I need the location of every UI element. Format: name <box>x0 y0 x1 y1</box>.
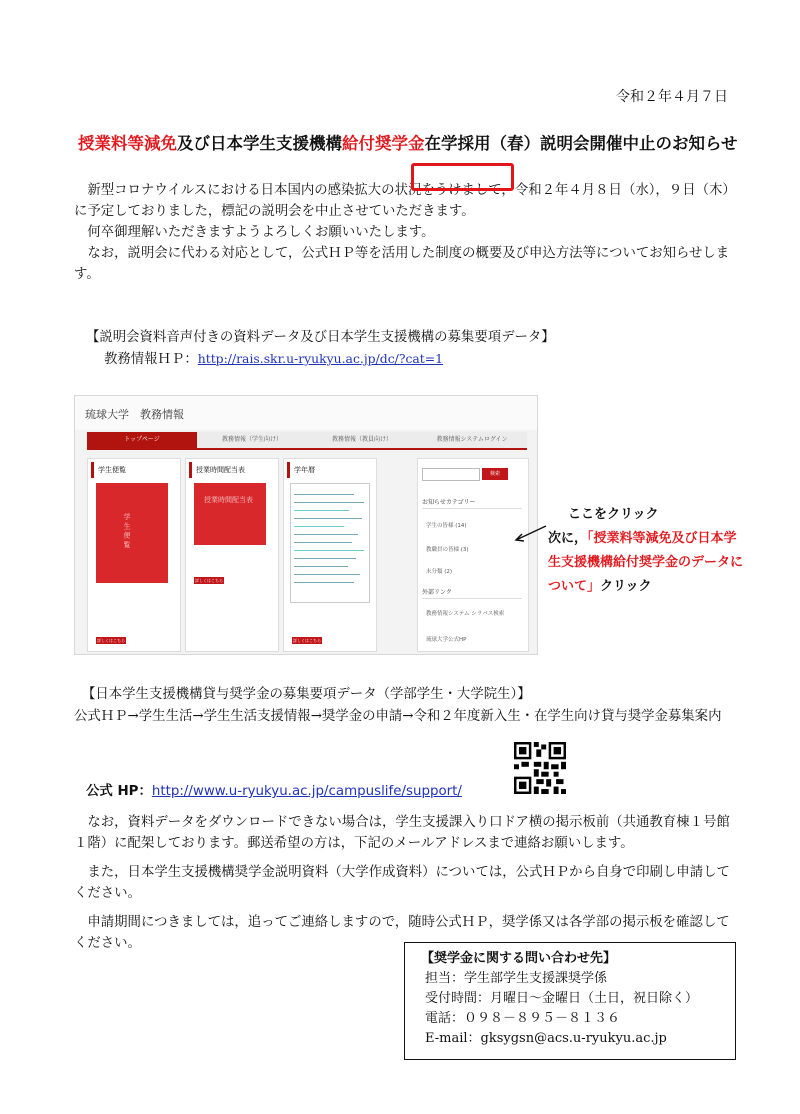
site-title: 琉球大学 教務情報 <box>85 408 184 421</box>
site-sidebar <box>417 458 529 652</box>
link-syllabus[interactable]: 教務情報システム シラバス検索 <box>426 611 505 617</box>
link-official-hp[interactable]: 琉球大学公式HP <box>426 637 467 643</box>
annotation-click-here: ここをクリック <box>568 507 659 522</box>
site-nav-students[interactable]: 教務情報（学生向け） <box>221 436 282 443</box>
site-header <box>75 396 537 430</box>
contact-hours: 受付時間：月曜日～金曜日（土日，祝日除く） <box>425 991 699 1006</box>
title-part-jasso: 及び日本学生支援機構 <box>177 134 342 153</box>
title-part-grant: 給付奨学金 <box>342 134 425 153</box>
site-nav-login[interactable]: 教務情報システムログイン <box>436 436 508 443</box>
note-paragraph-1 <box>74 812 734 854</box>
annotation-next-suffix: クリック <box>600 579 652 594</box>
handbook-cover <box>96 483 168 583</box>
intro-text-1: 新型コロナウイルスにおける日本国内の感染拡大の状況をうけまして，令和２年４月８日（水），９日（木）に予定しておりました，標記の説明会を中止させていただきます。 <box>74 183 730 219</box>
academic-info-link[interactable]: http://rais.skr.u-ryukyu.ac.jp/dc/?cat=1 <box>197 351 444 366</box>
panel-handbook <box>87 458 181 652</box>
page-title <box>78 130 738 154</box>
category-staff[interactable]: 教職員の皆様 (3) <box>426 547 469 553</box>
website-screenshot <box>74 395 538 655</box>
panel-calendar-heading: 学年暦 <box>287 462 373 478</box>
intro-text-2: 何卒御理解いただきますようよろしくお願いいたします。 <box>87 225 435 240</box>
intro-paragraphs <box>74 180 734 285</box>
site-nav <box>87 432 527 450</box>
news-category-heading: お知らせカテゴリー <box>422 497 522 509</box>
section2-heading: 【日本学生支援機構貸与奨学金の募集要項データ（学部学生・大学院生）】 <box>82 687 531 702</box>
note-text-1: なお，資料データをダウンロードできない場合は，学生支援課入り口ドア横の掲示板前（共通教育棟１号館１階）に配架しております。郵送希望の方は，下記のメールアドレスまで連絡お願いします。 <box>74 815 730 851</box>
category-students[interactable]: 学生の皆様 (14) <box>426 523 467 529</box>
section1-heading: 【説明会資料音声付きの資料データ及び日本学生支援機構の募集要項データ】 <box>86 330 555 345</box>
section1-url-label: 教務情報ＨＰ： <box>104 352 198 367</box>
panel-calendar-button[interactable]: 詳しくはこちら <box>293 638 321 643</box>
annotation-next-target: 「授業料等減免及び日本学生支援機構給付奨学金のデータについて」 <box>548 531 744 594</box>
contact-box <box>404 942 736 1060</box>
site-search-button[interactable]: 検索 <box>482 468 508 480</box>
section2-path: 公式ＨＰ→学生生活→学生生活支援情報→奨学金の申請→令和２年度新入生・在学生向け貸与奨学金募集案内 <box>74 709 722 724</box>
panel-timetable <box>185 458 279 652</box>
panel-calendar <box>283 458 377 652</box>
click-highlight-box <box>411 163 514 191</box>
note-paragraph-2 <box>74 862 734 904</box>
panel-timetable-heading: 授業時間配当表 <box>189 462 275 478</box>
category-uncategorized[interactable]: 未分類 (2) <box>426 569 453 575</box>
annotation-next-prefix: 次に， <box>548 531 588 546</box>
panel-handbook-text <box>94 599 174 606</box>
title-part-rest: 在学採用（春）説明会開催中止のお知らせ <box>424 134 738 153</box>
notice-date: 令和２年４月７日 <box>616 89 728 105</box>
note-text-2: また，日本学生支援機構奨学金説明資料（大学作成資料）については，公式ＨＰから自身で印刷し申請してください。 <box>74 865 730 901</box>
panel-handbook-button[interactable]: 詳しくはこちら <box>97 638 125 643</box>
arrow-left-icon <box>512 524 548 544</box>
handbook-cover-text: 学 生 便 覧 <box>123 513 131 548</box>
site-nav-top[interactable]: トップページ <box>87 432 197 448</box>
calendar-sheet <box>290 483 370 603</box>
qr-code-icon[interactable] <box>514 742 566 794</box>
annotation-next <box>548 527 748 599</box>
contact-person: 担当：学生部学生支援課奨学係 <box>425 971 608 986</box>
official-hp-label: 公式 HP： <box>86 784 152 799</box>
external-links-heading: 外部リンク <box>422 587 522 599</box>
panel-handbook-heading: 学生便覧 <box>91 462 177 478</box>
title-part-tuition: 授業料等減免 <box>78 134 177 153</box>
panel-timetable-button[interactable]: 詳しくはこちら <box>195 578 223 583</box>
contact-heading: 【奨学金に関する問い合わせ先】 <box>421 951 617 966</box>
note-text-3: 申請期間につきましては，追ってご連絡しますので，随時公式ＨＰ，奨学係又は各学部の掲示板を確認してください。 <box>74 915 730 951</box>
contact-email[interactable]: E-mail：gksygsn@acs.u-ryukyu.ac.jp <box>425 1031 667 1046</box>
site-search-input[interactable] <box>422 468 480 481</box>
contact-phone: 電話：０９８－８９５－８１３６ <box>425 1011 621 1026</box>
site-nav-teachers[interactable]: 教務情報（教員向け） <box>331 436 392 443</box>
official-hp-link[interactable]: http://www.u-ryukyu.ac.jp/campuslife/support/ <box>151 784 462 799</box>
timetable-cover <box>194 483 266 545</box>
timetable-cover-text: 授業時間配当表 <box>204 496 253 504</box>
section1-url-line <box>104 348 443 367</box>
intro-text-3: なお，説明会に代わる対応として，公式ＨＰ等を活用した制度の概要及び申込方法等についてお知らせします。 <box>74 246 730 282</box>
official-hp-line <box>86 780 462 799</box>
